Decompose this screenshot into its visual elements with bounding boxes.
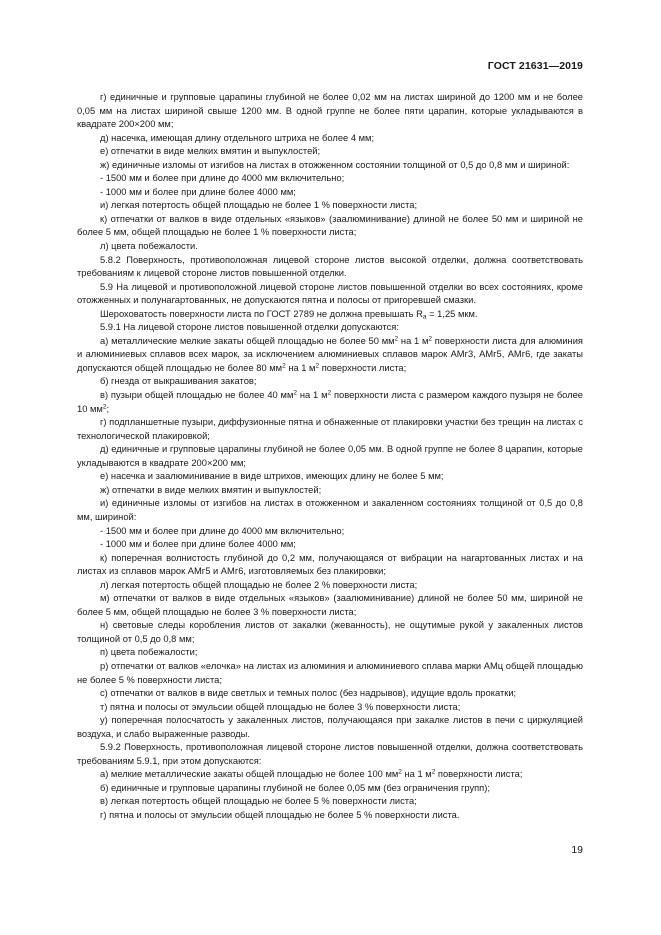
superscript: 2: [315, 362, 320, 370]
item-v-text: ;: [106, 403, 110, 414]
list-item: р) отпечатки от валков «елочка» на листах из алюминия и алюминиевого сплава марки АМц общей площадью не более 5 % поверхности листа;: [77, 660, 583, 685]
section-5-9-1: 5.9.1 На лицевой стороне листов повышенной отделки допускаются:: [100, 322, 399, 333]
paragraph: д) насечка, имеющая длину отдельного штриха не более 4 мм;: [100, 132, 375, 143]
list-item: - 1500 мм и более при длине до 4000 мм включительно;: [100, 525, 345, 536]
item-a-text: на 1 м: [398, 335, 429, 346]
list-item: н) световые следы коробления листов от закалки (жеванность), не ощутимые рукой у закаленных листов толщиной от 0,5 до 0,8 мм;: [77, 620, 583, 644]
item-v-text: в) пузыри общей площадью не более 40 мм: [100, 390, 294, 401]
document-body: [77, 91, 583, 823]
superscript: 2: [282, 362, 286, 370]
section-5-9-2: 5.9.2 Поверхность, противоположная лицевой стороне листов повышенной отделки, должна соответствовать требованиям 5.9.1, при этом допускаются:: [77, 742, 583, 766]
page-number: 19: [571, 844, 583, 856]
list-item: и) единичные изломы от изгибов на листах в отожженном и закаленном состояниях толщиной от 0,5 до 0,8 мм, шириной:: [77, 498, 583, 522]
item-a-text: поверхности листа для алюминия и алюминиевых сплавов всех марок, за исключением алюминиевых сплавов марок АМг3, АМг5, АМг6, где закаты допускаются общей площадью не более 80 мм: [77, 335, 583, 373]
list-item: с) отпечатки от валков в виде светлых и темных полос (без надрывов), идущие вдоль прокатки;: [100, 688, 517, 699]
list-item: - 1000 мм и более при длине более 4000 мм;: [100, 539, 296, 550]
item2-a: [77, 768, 583, 782]
roughness-subscript: a: [422, 313, 427, 321]
list-item: у) поперечная полосчатость у закаленных листов, получающаяся при закалке листов в печи с циркуляцией воздуха, и слабо выраженные разводы.: [77, 715, 583, 739]
list-item: б) единичные и групповые царапины глубиной не более 0,05 мм (без ограничения групп);: [100, 782, 490, 793]
roughness-text: Шероховатость поверхности листа по ГОСТ 2789 не должна превышать R: [100, 308, 423, 319]
item2-a-text: на 1 м: [401, 769, 432, 780]
item-v-text: на 1 м: [297, 390, 328, 401]
list-item: л) легкая потертость общей площадью не более 2 % поверхности листа;: [100, 579, 418, 590]
item-b: б) гнезда от выкрашивания закатов;: [100, 376, 257, 387]
list-item: ж) отпечатки в виде мелких вмятин и выпуклостей;: [100, 484, 322, 495]
paragraph: к) отпечатки от валков в виде отдельных «языков» (заалюминивание) длиной не более 50 мм и шириной не более 5 мм, общей площадью не более 1 % поверхности листа;: [77, 213, 583, 238]
item-a-text: на 1 м: [285, 362, 316, 373]
paragraph: 5.9 На лицевой и противоположной лицевой стороне листов повышенной отделки во всех состояниях, кроме отожженных и полунагартованных, не допускаются пятна и полосы от пригоревшей смазки.: [77, 281, 583, 306]
list-item: к) поперечная волнистость глубиной до 0,2 мм, получающаяся от вибрации на нагартованных листах и на листах из сплавов марок АМг5 и АМг6, изготовляемых без плакировки;: [77, 552, 583, 577]
paragraph: 5.8.2 Поверхность, противоположная лицевой стороне листов высокой отделки, должна соответствовать требованиям к лицевой стороне листов повышенной отделки.: [77, 254, 583, 279]
list-item: м) отпечатки от валков в виде отдельных «языков» (заалюминивание) длиной не более 50 мм, шириной не более 5 мм, общей площадью не более 3 % поверхности листа;: [77, 593, 583, 617]
paragraph: и) легкая потертость общей площадью не более 1 % поверхности листа;: [100, 200, 418, 211]
superscript: 2: [293, 389, 298, 397]
superscript: 2: [431, 768, 436, 776]
paragraph: л) цвета побежалости.: [100, 241, 198, 252]
paragraph: - 1500 мм и более при длине до 4000 мм включительно;: [100, 173, 345, 184]
list-item: в) легкая потертость общей площадью не более 5 % поверхности листа;: [100, 796, 417, 807]
superscript: 2: [327, 389, 332, 397]
roughness-text-end: = 1,25 мкм.: [426, 308, 478, 319]
superscript: 2: [394, 335, 399, 343]
list-item: г) подпланшетные пузыри, диффузионные пятна и обнаженные от плакировки участки без трещин на листах с технологической плакировкой;: [77, 417, 583, 441]
list-item: д) единичные и групповые царапины глубиной не более 0,05 мм. В одной группе не более 8 царапин, которые укладываются в квадрате 200×200 мм;: [77, 444, 583, 468]
item2-a-text: а) мелкие металлические закаты общей площадью не более 100 мм: [100, 769, 399, 780]
list-item: п) цвета побежалости;: [100, 647, 198, 658]
paragraph: е) отпечатки в виде мелких вмятин и выпуклостей;: [100, 146, 321, 157]
item-a-text: поверхности листа;: [319, 362, 407, 373]
list-item: т) пятна и полосы от эмульсии общей площадью не более 3 % поверхности листа;: [100, 701, 461, 712]
list-item: г) пятна и полосы от эмульсии общей площадью не более 5 % поверхности листа.: [100, 809, 460, 820]
paragraph: - 1000 мм и более при длине более 4000 мм;: [100, 186, 296, 197]
item-a-text: а) металлические мелкие закаты общей площадью не более 50 мм: [100, 335, 395, 346]
superscript: 2: [398, 768, 402, 776]
list-item: е) насечка и заалюминивание в виде штрихов, имеющих длину не более 5 мм;: [100, 471, 444, 482]
superscript: 2: [102, 403, 107, 411]
superscript: 2: [428, 335, 433, 343]
document-header: ГОСТ 21631—2019: [487, 60, 583, 72]
item2-a-text: поверхности листа;: [435, 769, 523, 780]
item-a: [77, 335, 583, 376]
item-v-text: поверхности листа с размером каждого пузыря не более 10 мм: [77, 390, 584, 414]
paragraph: г) единичные и групповые царапины глубиной не более 0,02 мм на листах шириной до 1200 мм и не более 0,05 мм на листах шириной свыше 1200 мм. В одной группе не более пяти царапин, которые укладываются в квадрате 200×200 мм;: [77, 92, 583, 130]
paragraph: ж) единичные изломы от изгибов на листах в отожженном состоянии толщиной от 0,5 до 0,8 мм и шириной:: [100, 159, 570, 170]
roughness-paragraph: [77, 308, 583, 322]
item-v: [77, 389, 583, 416]
